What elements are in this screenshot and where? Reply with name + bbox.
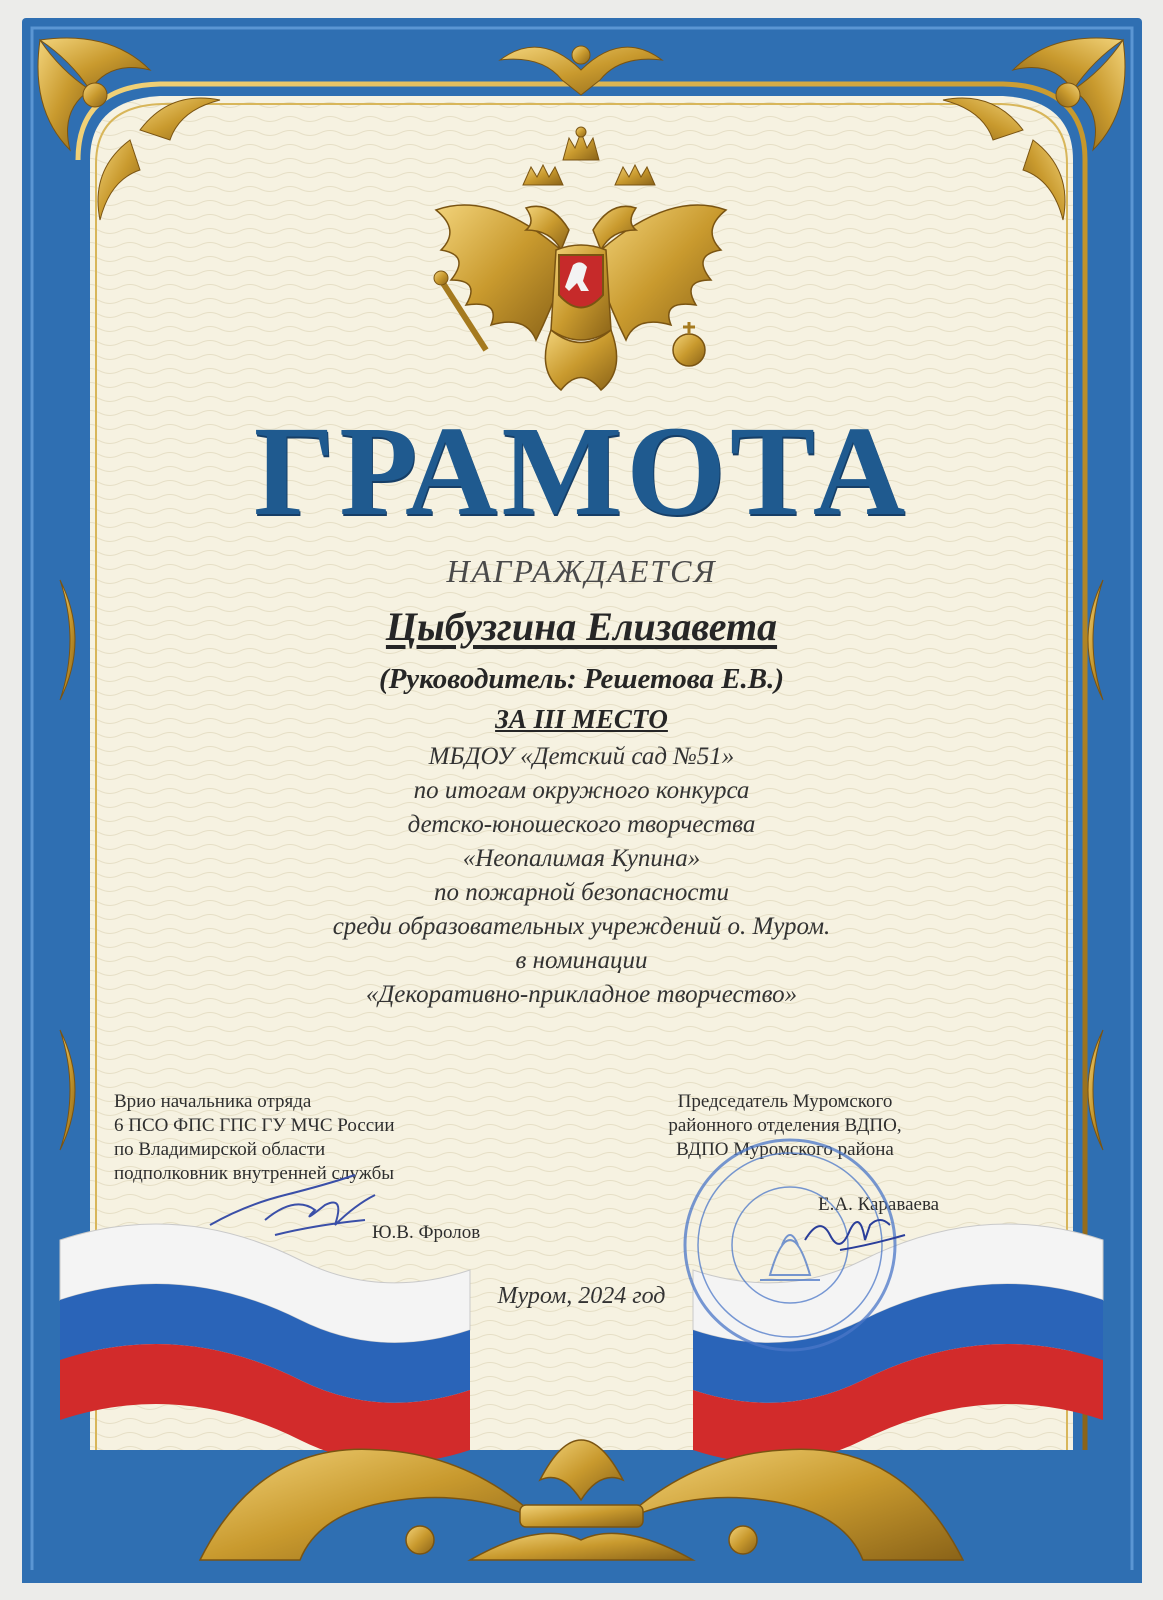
body-line: по пожарной безопасности — [433, 879, 730, 906]
awarded-label: НАГРАЖДАЕТСЯ — [446, 553, 717, 589]
leader-name: (Руководитель: Решетова Е.В.) — [378, 663, 785, 695]
body-line: детско-юношеского творчества — [407, 811, 756, 838]
right-signatory-line: ВДПО Муромского района — [676, 1139, 894, 1160]
left-signatory-line: 6 ПСО ФПС ГПС ГУ МЧС России — [114, 1115, 395, 1136]
left-signatory-name: Ю.В. Фролов — [372, 1222, 481, 1243]
left-signatory-line: подполковник внутренней службы — [114, 1163, 395, 1184]
body-line: «Декоративно-прикладное творчество» — [365, 981, 798, 1008]
recipient-name: Цыбузгина Елизавета — [385, 604, 778, 649]
body-line: по итогам окружного конкурса — [413, 777, 750, 804]
left-signatory-line: по Владимирской области — [114, 1139, 326, 1160]
left-signatory-line: Врио начальника отряда — [114, 1091, 312, 1112]
body-line: «Неопалимая Купина» — [462, 845, 701, 872]
signature-right-icon — [800, 1205, 910, 1265]
right-signatory-name: Е.А. Караваева — [818, 1194, 940, 1215]
body-line: в номинации — [515, 947, 648, 974]
right-signatory-line: районного отделения ВДПО, — [668, 1115, 902, 1136]
place-award: ЗА III МЕСТО — [495, 704, 668, 734]
right-signatory-line: Председатель Муромского — [677, 1091, 893, 1112]
signature-left-icon — [205, 1165, 385, 1255]
certificate-title: ГРАМОТА — [253, 400, 910, 542]
body-line: МБДОУ «Детский сад №51» — [428, 743, 735, 770]
body-line: среди образовательных учреждений о. Муром. — [332, 913, 831, 940]
footer-place-date: Муром, 2024 год — [497, 1283, 666, 1309]
